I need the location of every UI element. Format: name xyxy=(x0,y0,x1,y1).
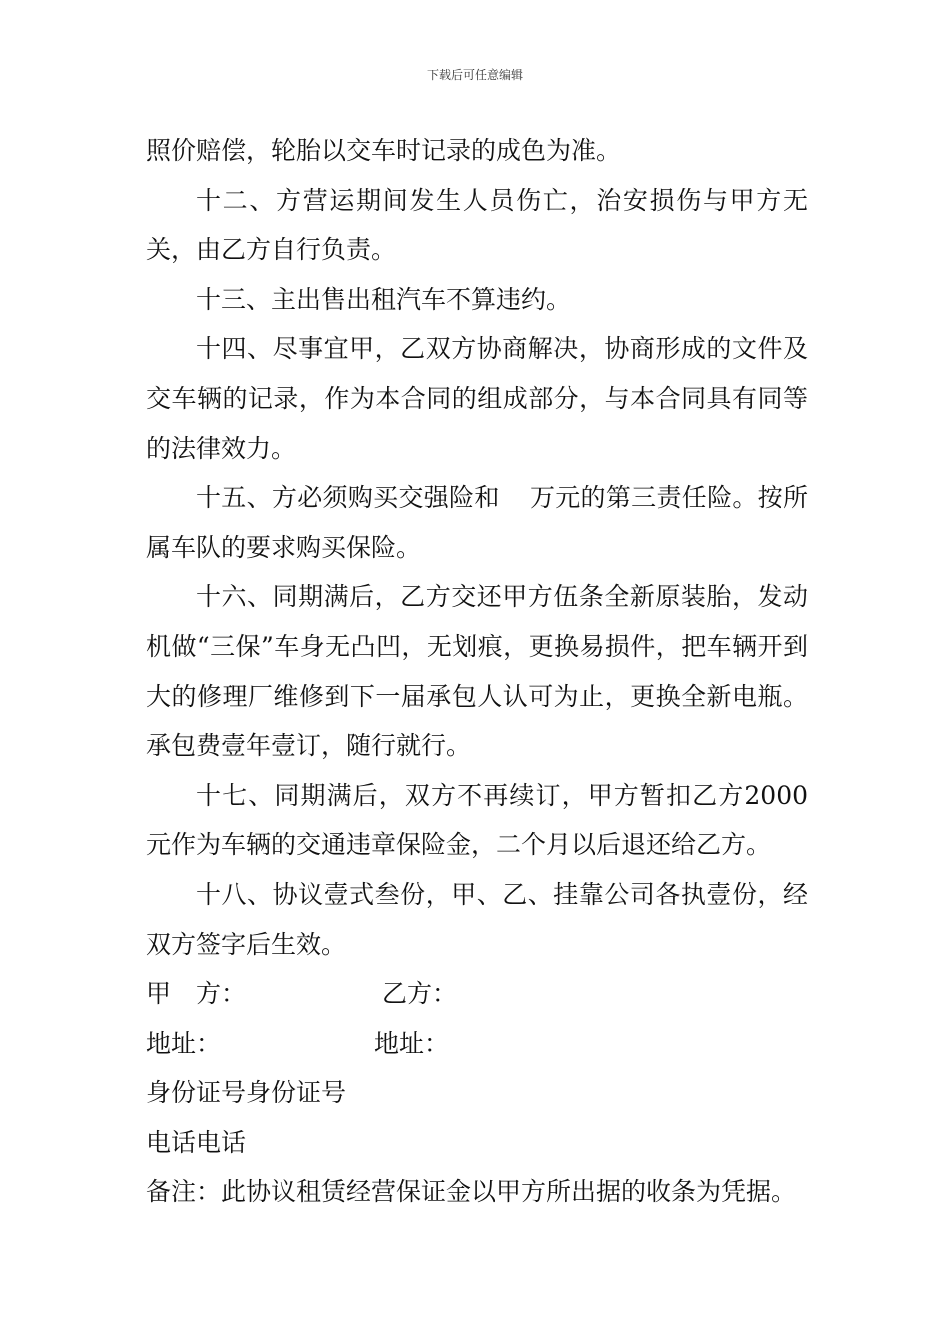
document-body xyxy=(146,126,808,1217)
paragraph-continuation: 照价赔偿，轮胎以交车时记录的成色为准。 xyxy=(146,136,622,165)
address-b-label: 地址： xyxy=(374,1028,450,1058)
id-row xyxy=(146,1068,808,1118)
clause-15 xyxy=(146,473,808,572)
clause-15-part-b: 万元的第三责任险。按所属车队的要求购买保险。 xyxy=(146,483,808,562)
page-header: 下载后可任意编辑 xyxy=(426,68,523,82)
clause-12: 十二、方营运期间发生人员伤亡，治安损伤与甲方无关，由乙方自行负责。 xyxy=(146,185,808,265)
party-a-label: 甲 方： xyxy=(146,979,247,1009)
address-row xyxy=(146,1019,808,1069)
party-row xyxy=(146,969,808,1019)
phone-row xyxy=(146,1118,808,1168)
clause-14: 十四、尽事宜甲，乙双方协商解决，协商形成的文件及交车辆的记录，作为本合同的组成部分，与本合同具有同等的法律效力。 xyxy=(146,334,808,463)
party-b-label: 乙方： xyxy=(382,979,458,1009)
note-text: 备注：此协议租赁经营保证金以甲方所出据的收条为凭据。 xyxy=(146,1177,797,1207)
address-a-label: 地址： xyxy=(146,1028,222,1058)
clause-15-part-a: 十五、方必须购买交强险和 xyxy=(196,483,500,513)
clause-16: 十六、同期满后，乙方交还甲方伍条全新原装胎，发动机做“三保”车身无凸凹，无划痕，更换易损件，把车辆开到大的修理厂维修到下一届承包人认可为止，更换全新电瓶。承包费壹年壹订，随行就行。 xyxy=(146,582,808,761)
clause-17: 十七、同期满后，双方不再续订，甲方暂扣乙方2000元作为车辆的交通违章保险金，二个月以后退还给乙方。 xyxy=(146,780,808,860)
phone-label: 电话电话 xyxy=(146,1127,247,1157)
clause-13: 十三、主出售出租汽车不算违约。 xyxy=(196,284,572,314)
id-number-label: 身份证号身份证号 xyxy=(146,1078,347,1108)
clause-18: 十八、协议壹式叁份，甲、乙、挂靠公司各执壹份，经双方签字后生效。 xyxy=(146,879,808,959)
note-row xyxy=(146,1167,808,1217)
